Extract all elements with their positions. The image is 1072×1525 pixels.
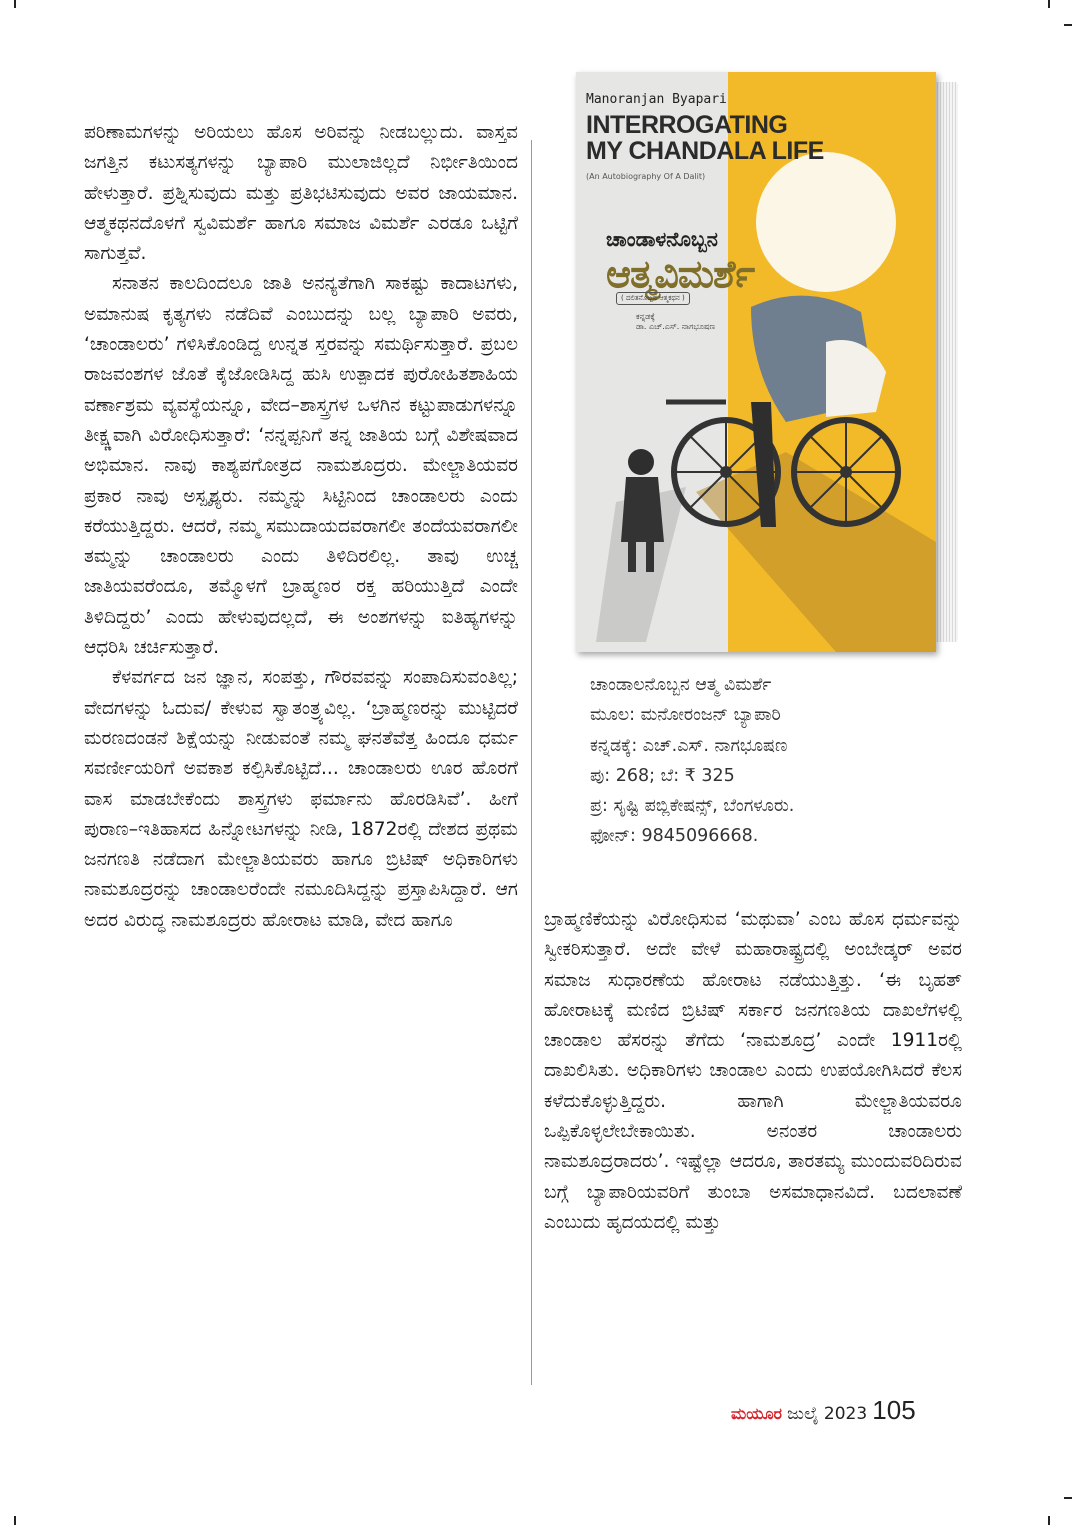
- cover-translator: ಡಾ. ಎಚ್.ಎಸ್. ನಾಗಭೂಷಣ: [636, 322, 716, 331]
- book-cover-image: [572, 60, 1042, 660]
- magazine-name: ಮಯೂರ: [731, 1404, 783, 1423]
- paragraph-4: ಬ್ರಾಹ್ಮಣಿಕೆಯನ್ನು ವಿರೋಧಿಸುವ ‘ಮಥುವಾ’ ಎಂಬ ಹೊಸ ಧರ್ಮವನ್ನು ಸ್ವೀಕರಿಸುತ್ತಾರೆ. ಅದೇ ವೇಳೆ ಮಹಾರಾಷ್ಟ್ರದಲ್ಲಿ ಅಂಬೇಡ್ಕರ್ ಅವರ ಸಮಾಜ ಸುಧಾರಣೆಯ ಹೋರಾಟ ನಡೆಯುತ್ತಿತ್ತು. ‘ಈ ಬೃಹತ್ ಹೋರಾಟಕ್ಕೆ ಮಣಿದ ಬ್ರಿಟಿಷ್ ಸರ್ಕಾರ ಜನಗಣತಿಯ ದಾಖಲೆಗಳಲ್ಲಿ ಚಾಂಡಾಲ ಹೆಸರನ್ನು ತೆಗೆದು ‘ನಾಮಶೂದ್ರ’ ಎಂದೇ 1911ರಲ್ಲಿ ದಾಖಲಿಸಿತು. ಅಧಿಕಾರಿಗಳು ಚಾಂಡಾಲ ಎಂದು ಉಪಯೋಗಿಸಿದರೆ ಕೆಲಸ ಕಳೆದುಕೊಳ್ಳುತ್ತಿದ್ದರು. ಹಾಗಾಗಿ ಮೇಲ್ಜಾತಿಯವರೂ ಒಪ್ಪಿಕೊಳ್ಳಲೇಬೇಕಾಯಿತು. ಅನಂತರ ಚಾಂಡಾಲರು ನಾಮಶೂದ್ರರಾದರು’. ಇಷ್ಟೆಲ್ಲಾ ಆದರೂ, ತಾರತಮ್ಯ ಮುಂದುವರಿದಿರುವ ಬಗ್ಗೆ ಬ್ಯಾಪಾರಿಯವರಿಗೆ ತುಂಬಾ ಅಸಮಾಧಾನವಿದೆ. ಬದಲಾವಣೆ ಎಂಬುದು ಹೃದಯದಲ್ಲಿ ಮತ್ತು: [544, 909, 962, 1233]
- cover-kannada-title-big: ಆತ್ಮವಿಮರ್ಶೆ: [606, 252, 755, 296]
- cover-subtitle: (An Autobiography Of A Dalit): [586, 172, 706, 181]
- caption-author: ಮೂಲ: ಮನೋರಂಜನ್ ಬ್ಯಾಪಾರಿ: [590, 705, 781, 726]
- crop-mark-bottom-left: [14, 1516, 16, 1525]
- left-text-column: [84, 118, 518, 936]
- caption-publisher: ಪ್ರ: ಸೃಷ್ಟಿ ಪಬ್ಲಿಕೇಷನ್ಸ್, ಬೆಂಗಳೂರು.: [590, 796, 795, 817]
- right-text-column: [544, 905, 962, 1238]
- cover-author: Manoranjan Byapari: [586, 92, 727, 107]
- cover-kannada-title-small: ಚಾಂಡಾಳನೊಬ್ಬನ: [606, 227, 718, 251]
- page-footer: [731, 1395, 916, 1426]
- cover-kannada-subtitle: ( ದಲಿತನೊಬ್ಬನ ಆತ್ಮಕಥನ ): [616, 292, 690, 305]
- crop-mark-bottom-right: [1048, 1516, 1050, 1525]
- issue-date: ಜುಲೈ 2023: [787, 1404, 868, 1424]
- caption-phone: ಫೋನ್: 9845096668.: [590, 826, 759, 847]
- crop-mark-right-bottom: [1064, 1497, 1072, 1499]
- cover-translator-label: ಕನ್ನಡಕ್ಕೆ: [636, 312, 655, 321]
- book-caption: [590, 670, 794, 852]
- crop-mark-top-right: [1048, 0, 1050, 8]
- crop-mark-top-left: [14, 0, 16, 8]
- caption-pages-price: ಪು: 268; ಬೆ: ₹ 325: [590, 765, 735, 786]
- caption-translator: ಕನ್ನಡಕ್ಕೆ: ಎಚ್.ಎಸ್. ನಾಗಭೂಷಣ: [590, 735, 788, 756]
- paragraph-2: ಸನಾತನ ಕಾಲದಿಂದಲೂ ಜಾತಿ ಅನನ್ಯತೆಗಾಗಿ ಸಾಕಷ್ಟು ಕಾದಾಟಗಳು, ಅಮಾನುಷ ಕೃತ್ಯಗಳು ನಡೆದಿವೆ ಎಂಬುದನ್ನು ಬಲ್ಲ ಬ್ಯಾಪಾರಿ ಅವರು, ‘ಚಾಂಡಾಲರು’ ಗಳಿಸಿಕೊಂಡಿದ್ದ ಉನ್ನತ ಸ್ತರವನ್ನು ಸಮರ್ಥಿಸುತ್ತಾರೆ. ಪ್ರಬಲ ರಾಜವಂಶಗಳ ಜೊತೆ ಕೈಜೋಡಿಸಿದ್ದ ಹುಸಿ ಉತ್ಪಾದಕ ಪುರೋಹಿತಶಾಹಿಯ ವರ್ಣಾಶ್ರಮ ವ್ಯವಸ್ಥೆಯನ್ನೂ, ವೇದ–ಶಾಸ್ತ್ರಗಳ ಒಳಗಿನ ಕಟ್ಟುಪಾಡುಗಳನ್ನೂ ತೀಕ್ಷ್ಣವಾಗಿ ವಿರೋಧಿಸುತ್ತಾರೆ: ‘ನನ್ನಪ್ಪನಿಗೆ ತನ್ನ ಜಾತಿಯ ಬಗ್ಗೆ ವಿಶೇಷವಾದ ಅಭಿಮಾನ. ನಾವು ಕಾಶ್ಯಪಗೋತ್ರದ ನಾಮಶೂದ್ರರು. ಮೇಲ್ಜಾತಿಯವರ ಪ್ರಕಾರ ನಾವು ಅಸ್ಪೃಶ್ಯರು. ನಮ್ಮನ್ನು ಸಿಟ್ಟಿನಿಂದ ಚಾಂಡಾಲರು ಎಂದು ಕರೆಯುತ್ತಿದ್ದರು. ಆದರೆ, ನಮ್ಮ ಸಮುದಾಯದವರಾಗಲೀ ತಂದೆಯವರಾಗಲೀ ತಮ್ಮನ್ನು ಚಾಂಡಾಲರು ಎಂದು ತಿಳಿದಿರಲಿಲ್ಲ. ತಾವು ಉಚ್ಚ ಜಾತಿಯವರೆಂದೂ, ತಮ್ಮೊಳಗೆ ಬ್ರಾಹ್ಮಣರ ರಕ್ತ ಹರಿಯುತ್ತಿದೆ ಎಂದೇ ತಿಳಿದಿದ್ದರು’ ಎಂದು ಹೇಳುವುದಲ್ಲದೆ, ಈ ಅಂಶಗಳನ್ನು ಐತಿಹ್ಯಗಳನ್ನು ಆಧರಿಸಿ ಚರ್ಚಿಸುತ್ತಾರೆ.: [84, 273, 518, 659]
- book-front-cover: [576, 72, 936, 652]
- crop-mark-right-top: [1064, 24, 1072, 26]
- caption-title: ಚಾಂಡಾಲನೊಬ್ಬನ ಆತ್ಮ ವಿಮರ್ಶೆ: [590, 675, 772, 695]
- column-divider: [531, 140, 532, 1385]
- paragraph-1: ಪರಿಣಾಮಗಳನ್ನು ಅರಿಯಲು ಹೊಸ ಅರಿವನ್ನು ನೀಡಬಲ್ಲುದು. ವಾಸ್ತವ ಜಗತ್ತಿನ ಕಟುಸತ್ಯಗಳನ್ನು ಬ್ಯಾಪಾರಿ ಮುಲಾಜಿಲ್ಲದೆ ನಿರ್ಭೀತಿಯಿಂದ ಹೇಳುತ್ತಾರೆ. ಪ್ರಶ್ನಿಸುವುದು ಮತ್ತು ಪ್ರತಿಭಟಿಸುವುದು ಅವರ ಜಾಯಮಾನ. ಆತ್ಮಕಥನದೊಳಗೆ ಸ್ವವಿಮರ್ಶೆ ಹಾಗೂ ಸಮಾಜ ವಿಮರ್ಶೆ ಎರಡೂ ಒಟ್ಟಿಗೆ ಸಾಗುತ್ತವೆ.: [84, 122, 518, 265]
- cover-title: INTERROGATING MY CHANDALA LIFE: [586, 111, 824, 165]
- paragraph-3: ಕೆಳವರ್ಗದ ಜನ ಜ್ಞಾನ, ಸಂಪತ್ತು, ಗೌರವವನ್ನು ಸಂಪಾದಿಸುವಂತಿಲ್ಲ; ವೇದಗಳನ್ನು ಓದುವ/ ಕೇಳುವ ಸ್ವಾತಂತ್ರ್ಯವಿಲ್ಲ. ‘ಬ್ರಾಹ್ಮಣರನ್ನು ಮುಟ್ಟಿದರೆ ಮರಣದಂಡನೆ ಶಿಕ್ಷೆಯನ್ನು ನೀಡುವಂತೆ ನಮ್ಮ ಘನತೆವೆತ್ತ ಹಿಂದೂ ಧರ್ಮ ಸವರ್ಣೀಯರಿಗೆ ಅವಕಾಶ ಕಲ್ಪಿಸಿಕೊಟ್ಟಿದೆ... ಚಾಂಡಾಲರು ಊರ ಹೊರಗೆ ವಾಸ ಮಾಡಬೇಕೆಂದು ಶಾಸ್ತ್ರಗಳು ಫರ್ಮಾನು ಹೊರಡಿಸಿವೆ’. ಹೀಗೆ ಪುರಾಣ–ಇತಿಹಾಸದ ಹಿನ್ನೋಟಗಳನ್ನು ನೀಡಿ, 1872ರಲ್ಲಿ ದೇಶದ ಪ್ರಥಮ ಜನಗಣತಿ ನಡೆದಾಗ ಮೇಲ್ಜಾತಿಯವರು ಹಾಗೂ ಬ್ರಿಟಿಷ್ ಅಧಿಕಾರಿಗಳು ನಾಮಶೂದ್ರರನ್ನು ಚಾಂಡಾಲರೆಂದೇ ನಮೂದಿಸಿದ್ದನ್ನು ಪ್ರಸ್ತಾಪಿಸಿದ್ದಾರೆ. ಆಗ ಅದರ ವಿರುದ್ಧ ನಾಮಶೂದ್ರರು ಹೋರಾಟ ಮಾಡಿ, ವೇದ ಹಾಗೂ: [84, 667, 518, 931]
- page-number: 105: [872, 1395, 916, 1425]
